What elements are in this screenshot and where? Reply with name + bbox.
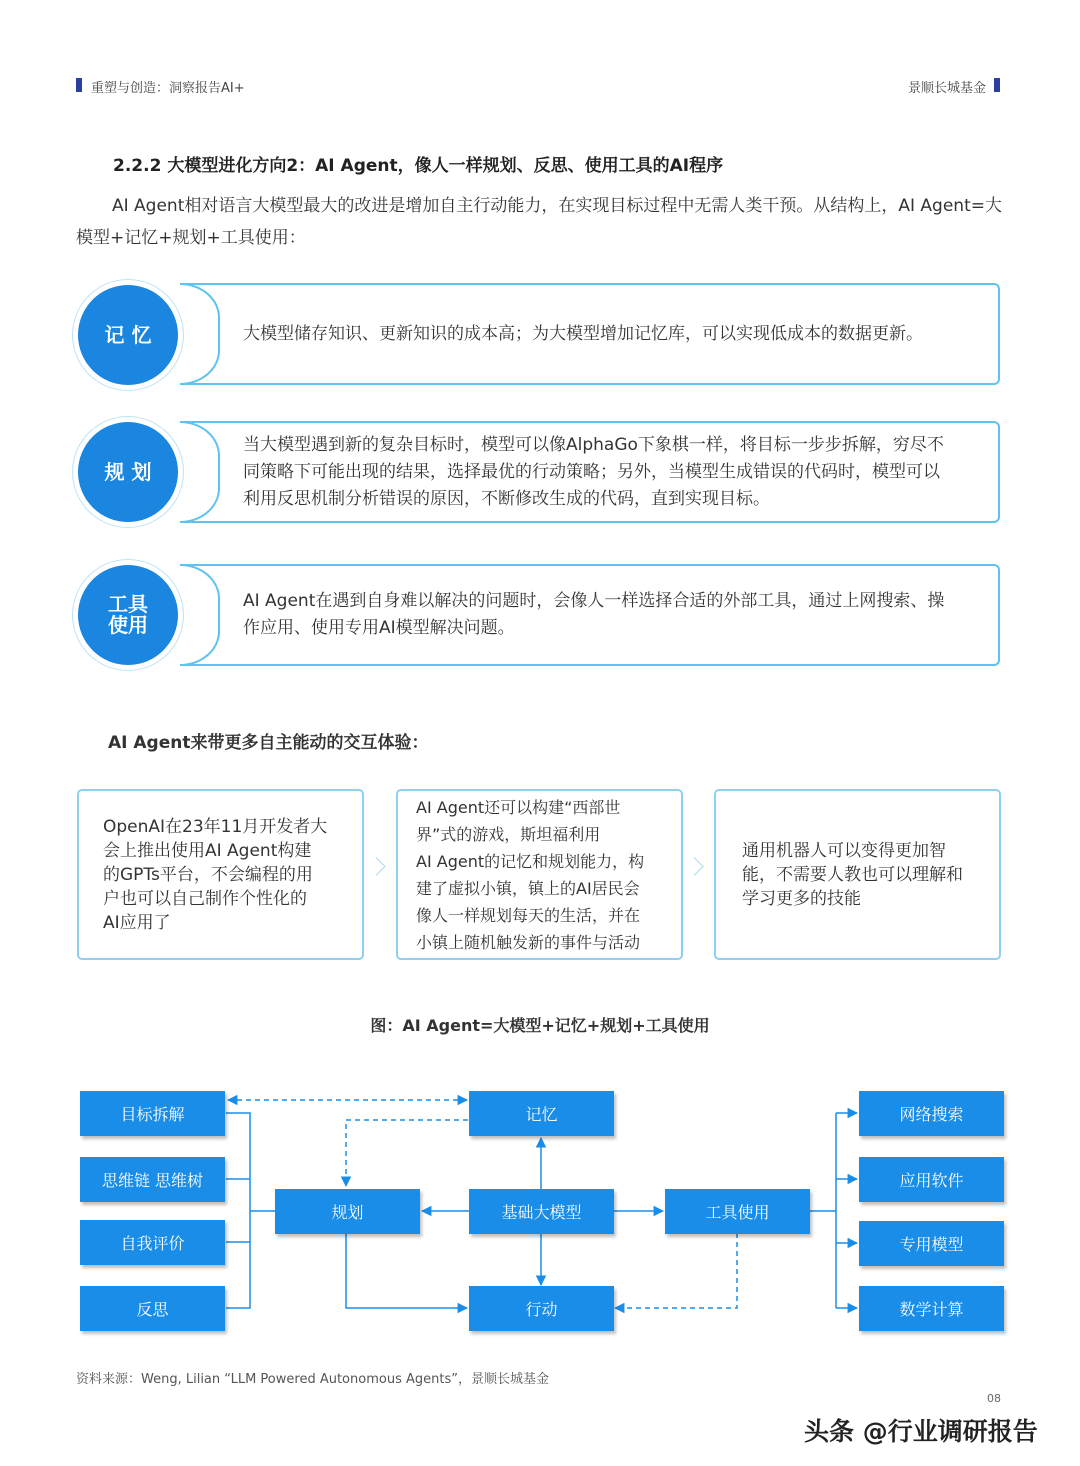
box-line: 小镇上随机触发新的事件与活动	[416, 932, 641, 952]
tools-description	[243, 588, 978, 642]
node-chain-of-thought: 思维链 思维树	[80, 1157, 225, 1202]
node-self-evaluation: 自我评价	[80, 1220, 225, 1265]
box-line: 的GPTs平台，不会编程的用	[103, 864, 313, 885]
experience-box-robot	[714, 789, 1001, 960]
watermark: 头条 @行业调研报告	[804, 1417, 1038, 1446]
memory-label-circle	[78, 285, 178, 385]
tools-label-line2: 使用	[108, 613, 148, 637]
box-line: 通用机器人可以变得更加智	[742, 840, 946, 861]
section-title: 2.2.2 大模型进化方向2：AI Agent，像人一样规划、反思、使用工具的AI程序	[113, 156, 724, 176]
memory-label: 记 忆	[104, 322, 152, 347]
header-left-title: 重塑与创造：洞察报告AI+	[91, 81, 245, 96]
node-base-model: 基础大模型	[469, 1189, 614, 1234]
experience-title: AI Agent来带更多自主能动的交互体验：	[108, 733, 429, 753]
tools-line: 作应用、使用专用AI模型解决问题。	[243, 618, 515, 638]
box-line: AI Agent的记忆和规划能力，构	[416, 851, 645, 871]
node-web-search: 网络搜索	[859, 1091, 1004, 1136]
header-accent-bar	[76, 78, 82, 92]
chevron-right-icon	[367, 857, 385, 875]
header-right-title: 景顺长城基金	[908, 81, 987, 96]
chevron-right-icon	[685, 857, 703, 875]
node-specialized-model: 专用模型	[859, 1221, 1004, 1266]
planning-label-circle	[78, 422, 178, 522]
box-line: 建了虚拟小镇，镇上的AI居民会	[416, 878, 640, 898]
intro-paragraph: AI Agent相对语言大模型最大的改进是增加自主行动能力，在实现目标过程中无需人类干预。从结构上，AI Agent=大模型+记忆+规划+工具使用：	[76, 196, 1002, 248]
source-note: 资料来源：Weng, Lilian “LLM Powered Autonomous Agents”，景顺长城基金	[76, 1372, 549, 1387]
box-line: AI应用了	[103, 912, 171, 933]
planning-line: 同策略下可能出现的结果，选择最优的行动策略；另外，当模型生成错误的代码时，模型可以	[243, 462, 940, 482]
page-number: 08	[987, 1392, 1001, 1405]
memory-line: 大模型储存知识、更新知识的成本高；为大模型增加记忆库，可以实现低成本的数据更新。	[243, 324, 923, 344]
box-line: 能，不需要人教也可以理解和	[742, 864, 963, 885]
node-app-software: 应用软件	[859, 1157, 1004, 1202]
box-line: 像人一样规划每天的生活，并在	[416, 905, 641, 925]
tools-line: AI Agent在遇到自身难以解决的问题时，会像人一样选择合适的外部工具，通过上网搜索、操	[243, 591, 945, 611]
box-line: AI Agent还可以构建“西部世	[416, 797, 621, 817]
experience-box-openai	[77, 789, 364, 960]
planning-label: 规 划	[104, 459, 152, 484]
node-planning: 规划	[275, 1189, 420, 1234]
planning-description	[243, 432, 978, 513]
box-line: 界”式的游戏，斯坦福利用	[416, 824, 601, 844]
node-math-computation: 数学计算	[859, 1286, 1004, 1331]
node-tool-use: 工具使用	[665, 1189, 810, 1234]
planning-line: 利用反思机制分析错误的原因，不断修改生成的代码，直到实现目标。	[243, 489, 770, 509]
tools-label-line1: 工具	[108, 592, 148, 616]
box-line: OpenAI在23年11月开发者大	[103, 816, 328, 837]
box-line: 户也可以自己制作个性化的	[103, 888, 307, 909]
node-memory: 记忆	[469, 1091, 614, 1136]
planning-line: 当大模型遇到新的复杂目标时，模型可以像AlphaGo下象棋一样，将目标一步步拆解，穷尽不	[243, 435, 944, 455]
header-accent-bar-right	[994, 78, 1000, 92]
node-reflection: 反思	[80, 1286, 225, 1331]
box-line: 会上推出使用AI Agent构建	[103, 840, 312, 861]
box-line: 学习更多的技能	[742, 888, 861, 909]
experience-box-stanford	[396, 789, 683, 960]
node-goal-decomposition: 目标拆解	[80, 1091, 225, 1136]
node-action: 行动	[469, 1286, 614, 1331]
figure-caption: 图：AI Agent=大模型+记忆+规划+工具使用	[370, 1016, 710, 1035]
memory-description	[243, 321, 978, 348]
tools-label-circle	[78, 565, 178, 665]
